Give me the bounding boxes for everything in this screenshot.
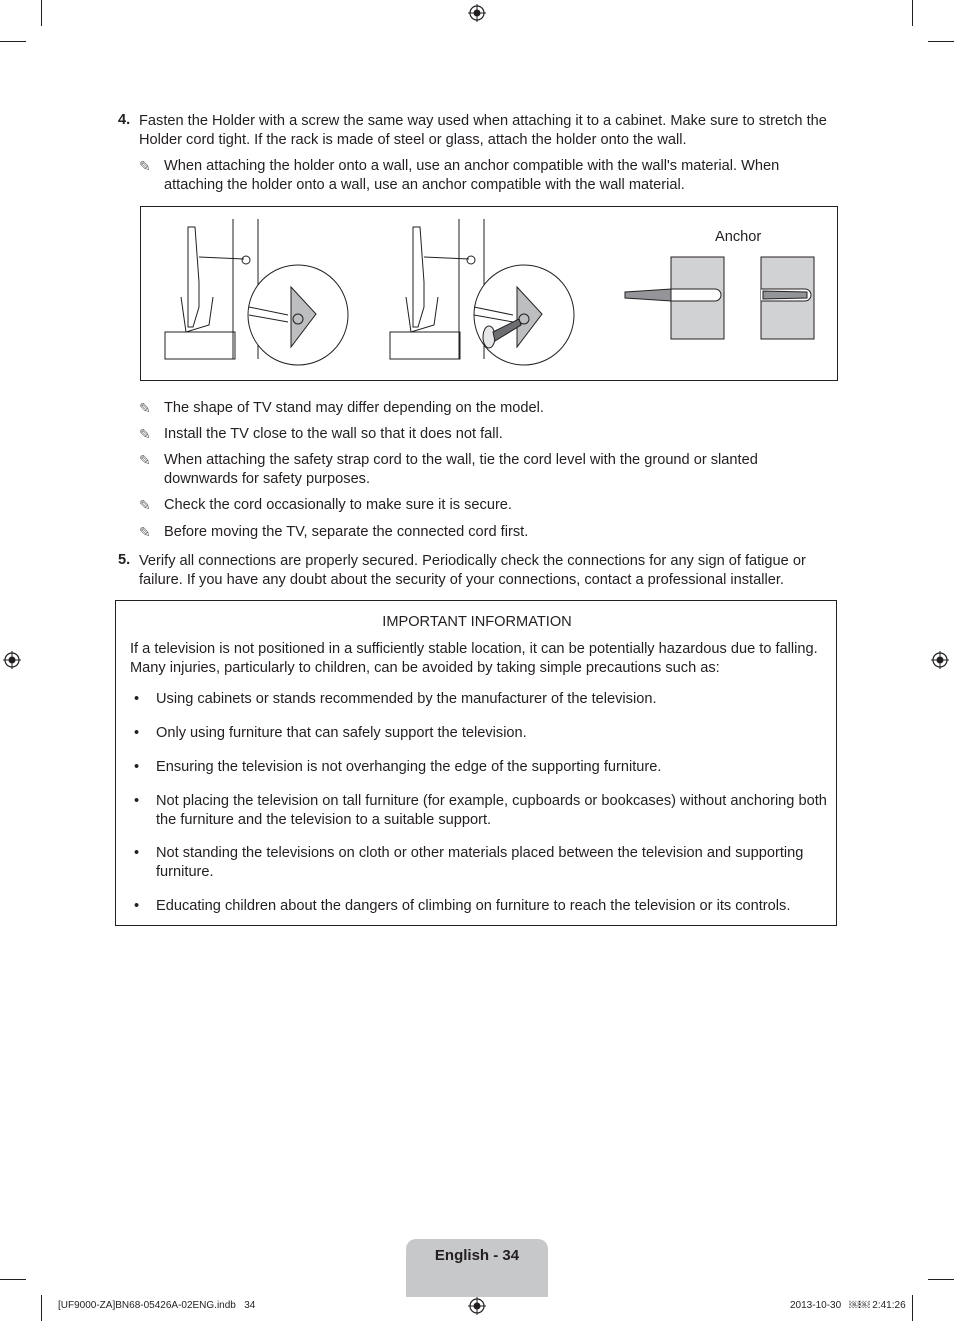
pencil-note-icon: ✎ [139,524,151,540]
step-4-note-text: When attaching the holder onto a wall, use an anchor compatible with the wall's material. When attaching the holder onto a wall, use an anchor compatible with the wall material. [164,158,780,193]
note-text: Install the TV close to the wall so that it does not fall. [164,426,503,442]
important-information-box [115,600,837,926]
note-text: Check the cord occasionally to make sure it is secure. [164,497,512,513]
pencil-note-icon: ✎ [139,452,151,468]
step-4-text: Fasten the Holder with a screw the same way used when attaching it to a cabinet. Make sure to stretch the Holder cord tight. If the rack is made of steel or glass, attach the holder onto the wall. [139,113,827,148]
pencil-note-icon: ✎ [139,497,151,513]
registration-mark-icon [468,4,486,22]
crop-mark [912,0,913,26]
page-number-label: English - 34 [434,1247,520,1264]
important-title: IMPORTANT INFORMATION [382,614,572,630]
crop-mark [912,1295,913,1321]
bullet-icon: • [134,691,140,707]
bullet-text: Educating children about the dangers of climbing on furniture to reach the television or its controls. [156,898,791,914]
crop-mark [0,41,26,42]
footer-timestamp: 2013-10-30 ￼￼ 2:41:26 [790,1300,906,1311]
bullet-text: Not standing the televisions on cloth or other materials placed between the television and supporting furniture. [156,845,804,880]
footer-file-name: [UF9000-ZA]BN68-05426A-02ENG.indb 34 [58,1300,256,1311]
bullet-icon: • [134,793,140,809]
step-5-number: 5. [118,552,131,568]
bullet-text: Ensuring the television is not overhanging the edge of the supporting furniture. [156,759,662,775]
step-4-number: 4. [118,112,131,128]
crop-mark [928,41,954,42]
page-number-tab [406,1239,548,1297]
note-text: When attaching the safety strap cord to the wall, tie the cord level with the ground or slanted downwards for safety purposes. [164,452,758,487]
note-text: The shape of TV stand may differ depending on the model. [164,400,544,416]
crop-mark [928,1279,954,1280]
bullet-icon: • [134,898,140,914]
bullet-icon: • [134,845,140,861]
bullet-text: Only using furniture that can safely support the television. [156,725,527,741]
tv-cabinet-drawing-1 [165,219,348,365]
bullet-text: Using cabinets or stands recommended by the manufacturer of the television. [156,691,657,707]
crop-mark [41,1295,42,1321]
registration-mark-icon [3,651,21,669]
crop-mark [41,0,42,26]
pencil-note-icon: ✎ [139,158,151,174]
tv-cabinet-drawing-2 [390,219,574,365]
important-intro: If a television is not positioned in a sufficiently stable location, it can be potentially hazardous due to falling. Many injuries, particularly to children, can be avoided by taking simple precautions such as: [130,641,818,676]
anchor-label: Anchor [715,229,762,245]
registration-mark-icon [468,1297,486,1315]
registration-mark-icon [931,651,949,669]
installation-figure [140,206,838,381]
bullet-text: Not placing the television on tall furniture (for example, cupboards or bookcases) without anchoring both the furniture and the television to a suitable support. [156,793,827,828]
pencil-note-icon: ✎ [139,400,151,416]
pencil-note-icon: ✎ [139,426,151,442]
anchor-wall-drawing [625,257,814,339]
note-text: Before moving the TV, separate the connected cord first. [164,524,529,540]
bullet-icon: • [134,759,140,775]
crop-mark [0,1279,26,1280]
step-5-text: Verify all connections are properly secured. Periodically check the connections for any sign of fatigue or failure. If you have any doubt about the security of your connections, contact a professional installer. [139,553,806,588]
bullet-icon: • [134,725,140,741]
